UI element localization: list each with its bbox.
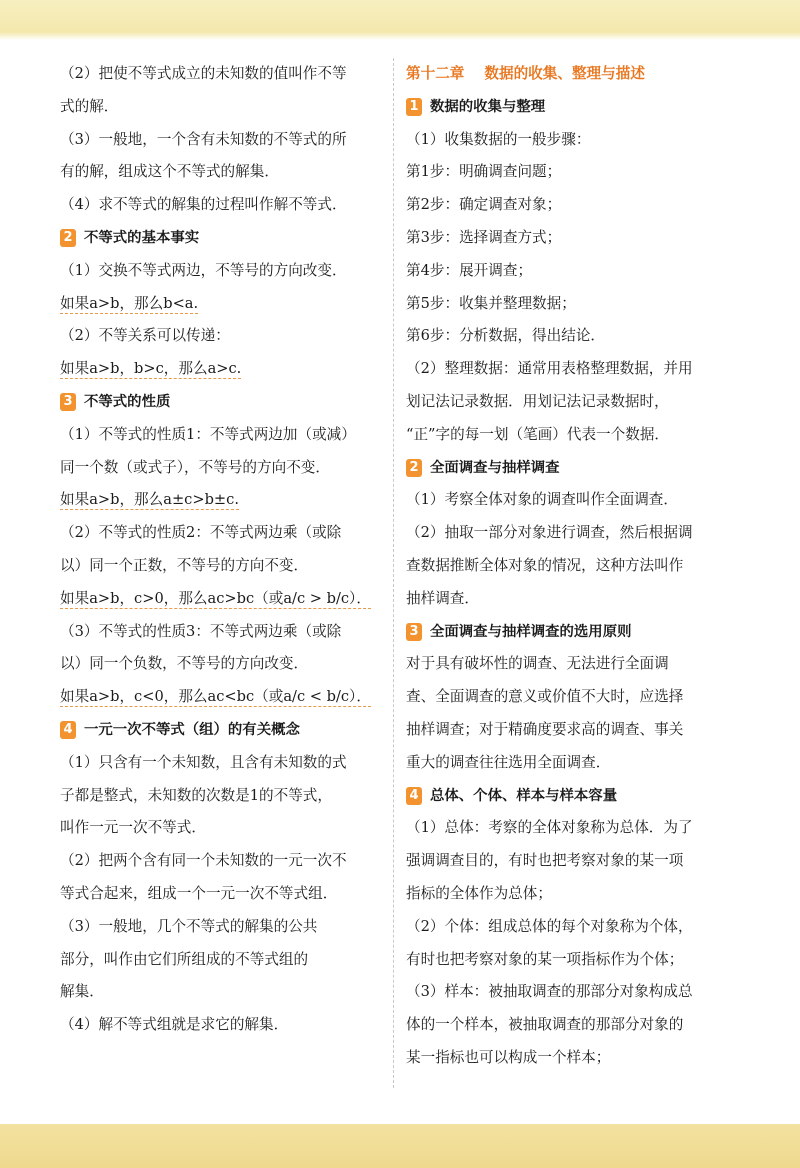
top-decorative-band xyxy=(0,0,800,40)
text-line: 有的解，组成这个不等式的解集． xyxy=(60,163,279,181)
text-line: （1）只含有一个未知数，且含有未知数的式 xyxy=(60,753,347,771)
section-number-badge: 4 xyxy=(60,721,76,739)
section-title: 不等式的基本事实 xyxy=(84,229,200,246)
section-title: 总体、个体、样本与样本容量 xyxy=(430,787,618,804)
text-line: 解集． xyxy=(60,983,104,1001)
underlined-text: 如果a>b，c<0，那么ac<bc（或a/c < b/c）． xyxy=(60,688,371,706)
bottom-decorative-band xyxy=(0,1124,800,1168)
text-line: 第2步：确定调查对象； xyxy=(406,196,562,214)
section-number-badge: 3 xyxy=(60,393,76,411)
text-line: （3）一般地，几个不等式的解集的公共 xyxy=(60,917,318,935)
text-line: （4）求不等式的解集的过程叫作解不等式． xyxy=(60,196,347,214)
text-line: （4）解不等式组就是求它的解集． xyxy=(60,1016,289,1034)
underlined-text: 如果a>b，c>0，那么ac>bc（或a/c > b/c）． xyxy=(60,589,371,607)
text-line xyxy=(60,288,385,321)
text-line: （2）把两个含有同一个未知数的一元一次不 xyxy=(60,852,347,870)
text-line xyxy=(60,484,385,517)
text-line: 查、全面调查的意义或价值不大时，应选择 xyxy=(406,688,684,706)
section-heading xyxy=(406,616,734,649)
text-line: 第4步：展开调查； xyxy=(406,261,533,279)
text-line: 第6步：分析数据，得出结论． xyxy=(406,327,606,345)
text-line: （2）不等关系可以传递： xyxy=(60,327,230,345)
text-line: （2）抽取一部分对象进行调查，然后根据调 xyxy=(406,524,693,542)
section-number-badge: 3 xyxy=(406,623,422,641)
text-line: （1）不等式的性质1：不等式两边加（或减） xyxy=(60,425,356,443)
chapter-number: 第十二章 xyxy=(406,65,465,82)
text-line: （2）把使不等式成立的未知数的值叫作不等 xyxy=(60,65,347,82)
section-heading xyxy=(60,222,385,255)
section-number-badge: 2 xyxy=(60,229,76,247)
right-column xyxy=(406,58,734,1075)
section-heading xyxy=(406,780,734,813)
text-line: 查数据推断全体对象的情况，这种方法叫作 xyxy=(406,556,684,574)
text-line: （1）考察全体对象的调查叫作全面调查． xyxy=(406,491,678,509)
text-line: （2）个体：组成总体的每个对象称为个体， xyxy=(406,917,693,935)
text-line: （2）整理数据：通常用表格整理数据，并用 xyxy=(406,360,693,378)
text-line: （3）样本：被抽取调查的那部分对象构成总 xyxy=(406,983,693,1001)
text-line: 第5步：收集并整理数据； xyxy=(406,294,576,312)
text-line: 第1步：明确调查问题； xyxy=(406,163,562,181)
text-line: （1）交换不等式两边，不等号的方向改变． xyxy=(60,261,347,279)
text-line: 第3步：选择调查方式； xyxy=(406,228,562,246)
text-line xyxy=(60,353,385,386)
underlined-text: 如果a>b，b>c，那么a>c. xyxy=(60,360,242,378)
underlined-text: 如果a>b，那么a±c>b±c. xyxy=(60,491,239,509)
section-title: 数据的收集与整理 xyxy=(430,98,546,115)
text-line: 抽样调查；对于精确度要求高的调查、事关 xyxy=(406,720,684,738)
text-line: 式的解． xyxy=(60,97,119,115)
section-title: 全面调查与抽样调查的选用原则 xyxy=(430,623,632,640)
text-line: （3）不等式的性质3：不等式两边乘（或除 xyxy=(60,622,342,640)
chapter-heading xyxy=(406,58,734,91)
section-heading xyxy=(60,714,385,747)
text-line: 重大的调查往往选用全面调查． xyxy=(406,753,611,771)
section-heading xyxy=(406,452,734,485)
text-line: 抽样调查． xyxy=(406,589,479,607)
text-line: 强调调查目的，有时也把考察对象的某一项 xyxy=(406,852,684,870)
text-line: 有时也把考察对象的某一项指标作为个体； xyxy=(406,950,684,968)
text-line: “正”字的每一划（笔画）代表一个数据． xyxy=(406,425,670,443)
column-divider xyxy=(393,58,394,1088)
text-line: （3）一般地，一个含有未知数的不等式的所 xyxy=(60,130,347,148)
text-line: 以）同一个负数，不等号的方向改变． xyxy=(60,655,309,673)
text-line xyxy=(60,681,385,714)
section-heading xyxy=(60,386,385,419)
text-line: 以）同一个正数，不等号的方向不变． xyxy=(60,556,309,574)
text-line: （2）不等式的性质2：不等式两边乘（或除 xyxy=(60,524,342,542)
section-title: 一元一次不等式（组）的有关概念 xyxy=(84,721,300,738)
text-line: 某一指标也可以构成一个样本； xyxy=(406,1048,611,1066)
text-line: 子都是整式，未知数的次数是1的不等式， xyxy=(60,786,332,804)
left-column xyxy=(60,58,385,1042)
text-line: （1）总体：考察的全体对象称为总体．为了 xyxy=(406,819,693,837)
text-line: 叫作一元一次不等式． xyxy=(60,819,206,837)
text-line: 同一个数（或式子），不等号的方向不变． xyxy=(60,458,330,476)
section-title: 全面调查与抽样调查 xyxy=(430,459,560,476)
chapter-title: 数据的收集、整理与描述 xyxy=(484,65,645,82)
text-line xyxy=(60,583,385,616)
section-number-badge: 4 xyxy=(406,787,422,805)
text-line: （1）收集数据的一般步骤： xyxy=(406,130,591,148)
underlined-text: 如果a>b，那么b<a. xyxy=(60,294,199,312)
text-line: 划记法记录数据．用划记法记录数据时， xyxy=(406,392,669,410)
text-line: 对于具有破坏性的调查、无法进行全面调 xyxy=(406,655,669,673)
text-line: 指标的全体作为总体； xyxy=(406,884,552,902)
text-line: 部分，叫作由它们所组成的不等式组的 xyxy=(60,950,309,968)
section-heading xyxy=(406,91,734,124)
text-line: 体的一个样本，被抽取调查的那部分对象的 xyxy=(406,1016,684,1034)
text-line: 等式合起来，组成一个一元一次不等式组． xyxy=(60,884,338,902)
section-title: 不等式的性质 xyxy=(84,393,171,410)
section-number-badge: 1 xyxy=(406,98,422,116)
section-number-badge: 2 xyxy=(406,459,422,477)
